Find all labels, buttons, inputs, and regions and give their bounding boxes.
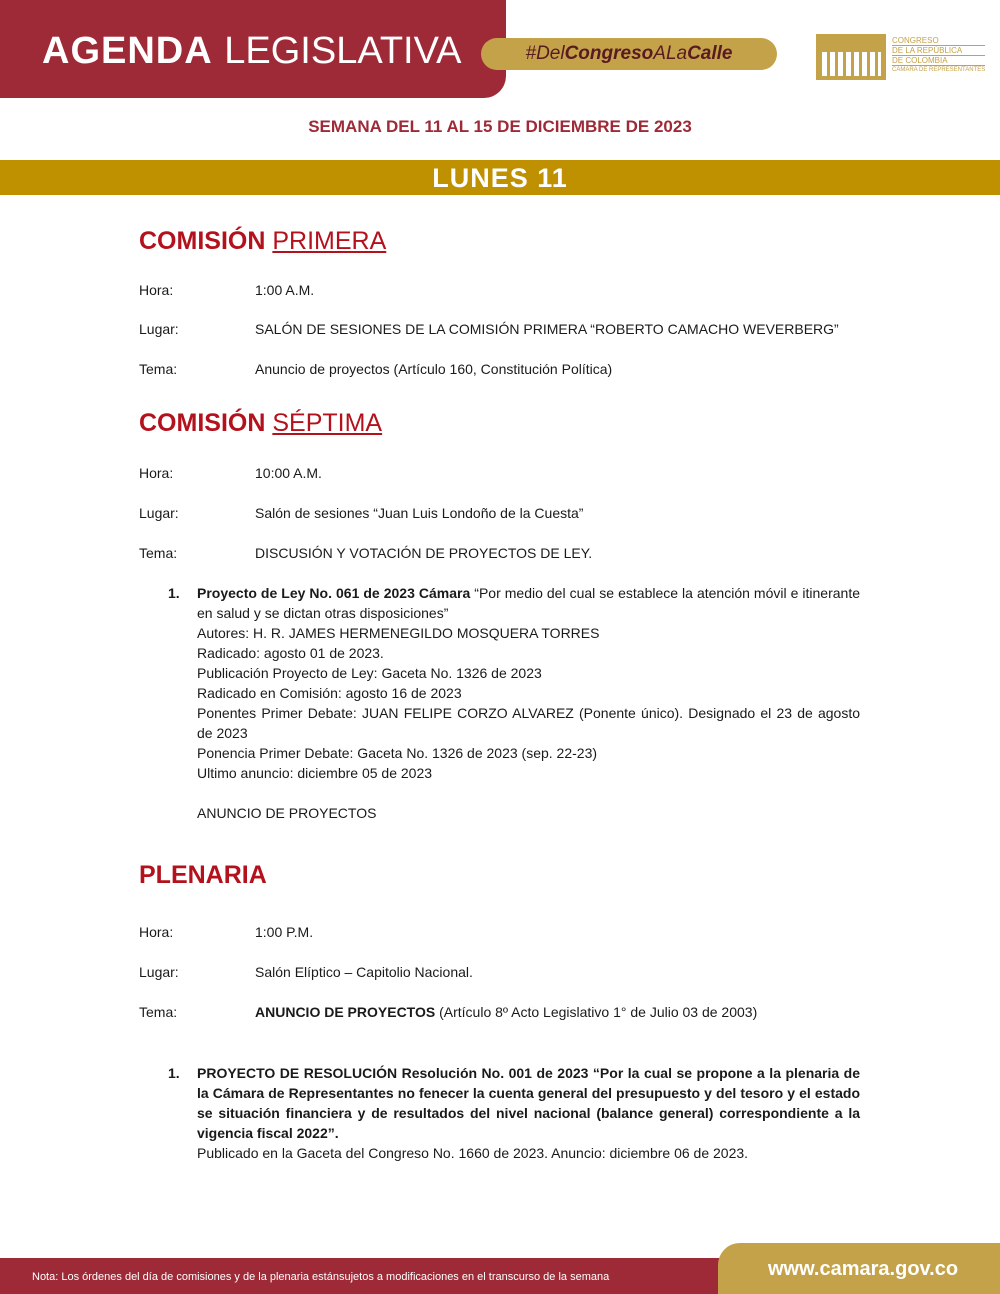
- row-value: [255, 1004, 757, 1020]
- section-title-primera: [139, 227, 386, 256]
- item-detail: Radicado en Comisión: agosto 16 de 2023: [197, 685, 462, 701]
- tema-rest: (Artículo 8º Acto Legislativo 1° de Julio 03 de 2003): [435, 1004, 758, 1020]
- section-title-bold: PLENARIA: [139, 861, 267, 889]
- tema-bold: ANUNCIO DE PROYECTOS: [255, 1004, 436, 1020]
- row-label: Lugar:: [139, 505, 179, 521]
- hashtag-badge: [481, 38, 777, 70]
- section-title-bold: COMISIÓN: [139, 227, 266, 255]
- item-detail: Ponencia Primer Debate: Gaceta No. 1326 de 2023 (sep. 22-23): [197, 745, 598, 761]
- row-label: Lugar:: [139, 964, 179, 980]
- hashtag-part: Congreso: [564, 43, 654, 64]
- item-number: 1.: [168, 1065, 180, 1081]
- item-detail: Publicación Proyecto de Ley: Gaceta No. 1326 de 2023: [197, 665, 542, 681]
- footer-url-badge: [718, 1243, 1000, 1294]
- item-detail: Autores: H. R. JAMES HERMENEGILDO MOSQUERA TORRES: [197, 625, 600, 641]
- row-value: Salón de sesiones “Juan Luis Londoño de la Cuesta”: [255, 505, 584, 521]
- item-number: 1.: [168, 585, 180, 601]
- agenda-item: [168, 583, 860, 823]
- week-heading: SEMANA DEL 11 AL 15 DE DICIEMBRE DE 2023: [308, 117, 692, 136]
- logo-line: CONGRESO: [892, 36, 985, 46]
- item-title-rest: “Por medio del cual se establece la atención móvil e itinerante en salud y se dictan otras disposiciones”: [197, 585, 861, 621]
- day-band: [0, 160, 1000, 195]
- logo-line: DE LA REPÚBLICA: [892, 46, 985, 56]
- row-value: Salón Elíptico – Capitolio Nacional.: [255, 964, 473, 980]
- logo-text: [892, 36, 985, 75]
- hashtag-part: Calle: [687, 43, 733, 64]
- row-value: 10:00 A.M.: [255, 465, 322, 481]
- item-title-bold: Proyecto de Ley No. 061 de 2023 Cámara: [197, 585, 471, 601]
- section-title-underline: SÉPTIMA: [272, 409, 383, 437]
- section-title-septima: [139, 409, 382, 438]
- footer-note: Nota: Los órdenes del día de comisiones y de la plenaria estánsujetos a modificaciones en el transcurso de la semana: [32, 1271, 610, 1283]
- item-announcement: ANUNCIO DE PROYECTOS: [197, 805, 377, 821]
- row-value: 1:00 P.M.: [255, 924, 314, 940]
- item-detail: Publicado en la Gaceta del Congreso No. 1660 de 2023. Anuncio: diciembre 06 de 2023.: [197, 1145, 749, 1161]
- item-title: [197, 1063, 860, 1143]
- day-label: LUNES 11: [432, 163, 568, 193]
- agenda-title: [42, 30, 462, 73]
- row-label: Tema:: [139, 545, 178, 561]
- row-value: Anuncio de proyectos (Artículo 160, Constitución Política): [255, 361, 613, 377]
- row-label: Hora:: [139, 282, 174, 298]
- logo-line: CÁMARA DE REPRESENTANTES: [892, 67, 986, 73]
- item-detail: Ponentes Primer Debate: JUAN FELIPE CORZO ALVAREZ (Ponente único). Designado el 23 de agosto de 2023: [197, 705, 860, 741]
- row-label: Hora:: [139, 924, 174, 940]
- section-title-plenaria: [139, 861, 267, 890]
- item-detail: Radicado: agosto 01 de 2023.: [197, 645, 384, 661]
- section-title-bold: COMISIÓN: [139, 409, 266, 437]
- capitol-icon: [816, 34, 886, 80]
- footer-url-link[interactable]: www.camara.gov.co: [768, 1258, 959, 1280]
- hashtag-part: #Del: [525, 43, 565, 64]
- row-value: DISCUSIÓN Y VOTACIÓN DE PROYECTOS DE LEY.: [255, 545, 593, 561]
- hashtag-part: ALa: [653, 43, 688, 64]
- section-title-underline: PRIMERA: [272, 227, 387, 255]
- item-title: [197, 583, 860, 623]
- row-value: 1:00 A.M.: [255, 282, 315, 298]
- item-title-bold: PROYECTO DE RESOLUCIÓN Resolución No. 001 de 2023 “Por la cual se propone a la plenaria de la Cámara de Representantes no fenecer la cuenta general del presupuesto y del tesoro y el estado se situación financiera y de resultados del nivel nacional (balance general) correspondiente a la vigencia fiscal 2022”.: [197, 1065, 860, 1141]
- logo-line: DE COLOMBIA: [892, 56, 985, 66]
- row-label: Lugar:: [139, 321, 179, 337]
- row-label: Hora:: [139, 465, 174, 481]
- row-label: Tema:: [139, 361, 178, 377]
- agenda-title-light: LEGISLATIVA: [224, 30, 462, 72]
- agenda-title-bold: AGENDA: [42, 30, 213, 72]
- congreso-logo: [816, 34, 986, 80]
- row-value: SALÓN DE SESIONES DE LA COMISIÓN PRIMERA “ROBERTO CAMACHO WEVERBERG”: [255, 321, 839, 337]
- agenda-item: [168, 1063, 860, 1163]
- row-label: Tema:: [139, 1004, 178, 1020]
- item-detail: Ultimo anuncio: diciembre 05 de 2023: [197, 765, 433, 781]
